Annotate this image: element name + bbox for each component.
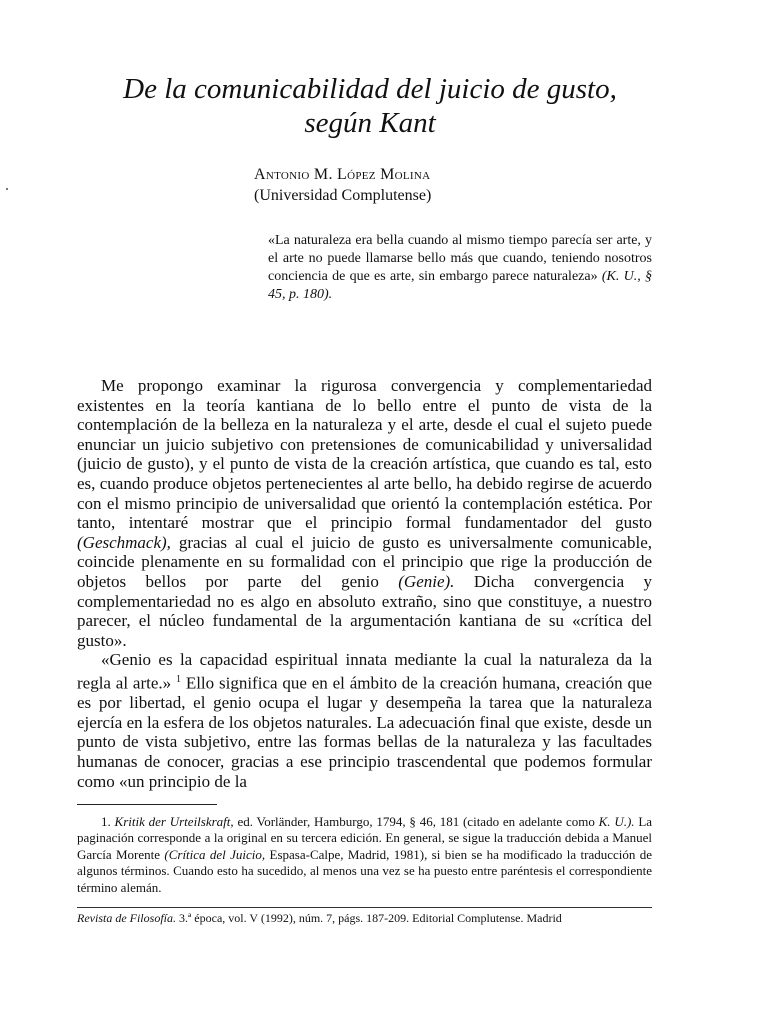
author-name: Antonio M. López Molina [254,166,431,183]
journal-details: 3.ª época, vol. V (1992), núm. 7, págs. 187-209. Editorial Complutense. Madrid [178,911,562,925]
journal-name: Revista de Filosofía. [77,911,176,925]
body-text-run: gracias al cual el juicio de gusto es universalmente comunicable, coincide plenamente en su formalidad con el principio que rige la producción de objetos bellos por parte del genio [77,532,652,591]
footnote-number: 1. [101,814,111,829]
footnote-text: ed. Vorländer, Hamburgo, 1794, § 46, 181 (citado en adelante como [237,814,595,829]
footnote-divider [77,804,217,805]
epigraph [268,232,652,304]
epigraph-citation: (K. U., § 45, p. 180). [268,269,652,302]
footnote-text: La paginación corresponde a la original en su tercera edición. En general, se sigue la traducción debida a Manuel García Morente [77,814,653,862]
body-paragraph-2 [77,650,652,791]
footnote-1 [77,814,652,896]
article-title: De la comunicabilidad del juicio de gusto, según Kant [123,73,617,139]
german-term: (Genie). [398,571,455,591]
footnote-reference: 1 [175,673,181,685]
epigraph-quote: «La naturaleza era bella cuando al mismo tiempo parecía ser arte, y el arte no puede llamarse bello más que cuando, teniendo nosotros conciencia de que es arte, sin embargo parece naturaleza» [268,233,652,284]
author-affiliation: (Universidad Complutense) [254,187,432,204]
running-footer [77,911,652,926]
body-text-run: Me propongo examinar la rigurosa convergencia y complementariedad existentes en la teoría kantiana de lo bello entre el punto de vista de la contemplación de la belleza en la naturaleza y el arte, desde el cual el sujeto puede enunciar un juicio subjetivo con pretensiones de comunicabilidad y universalidad (juicio de gusto), y el punto de vista de la creación artística, que cuando es tal, esto es, cuando produce objetos pertenecientes al arte bello, ha debido regirse de acuerdo con el mismo principio de universalidad que orientó la contemplación estética. Por tanto, intentaré mostrar que el principio formal fundamentador del gusto [77,376,652,533]
body-paragraph-1 [77,376,652,650]
footnote-work-title: Kritik der Urteilskraft, [114,814,234,829]
article-body [77,376,652,791]
body-text-run: Dicha convergencia y complementariedad no es algo en absoluto extraño, sino que constituye, a nuestro parecer, el núcleo fundamental de la argumentación kantiana de su «crítica del gusto». [77,571,653,650]
german-term: (Geschmack), [77,532,171,552]
footnote-abbreviation: K. U.). [598,814,635,829]
footnote-translation-title: (Crítica del Juicio, [164,846,266,862]
footnote-text: Espasa-Calpe, Madrid, 1981), si bien se ha modificado la traducción de algunos términos. Cuando esto ha sucedido, al menos una vez se ha puesto entre paréntesis el correspondiente término alemán. [77,846,652,895]
body-text-run: Ello significa que en el ámbito de la creación humana, creación que es por libertad, el genio ocupa el lugar y desempeña la tarea que la naturaleza ejercía en la esfera de los objetos naturales. La adecuación final que existe, desde un punto de vista subjetivo, entre las formas bellas de la naturaleza y las facultades humanas de conocer, gracias a ese principio trascendental que podemos formular como «un principio de la [77,673,653,791]
scan-speck [6,188,8,190]
author-block [254,164,431,206]
genius-quote: «Genio es la capacidad espiritual innata mediante la cual la naturaleza da la regla al arte.» [77,650,652,693]
footer-divider [77,907,652,908]
